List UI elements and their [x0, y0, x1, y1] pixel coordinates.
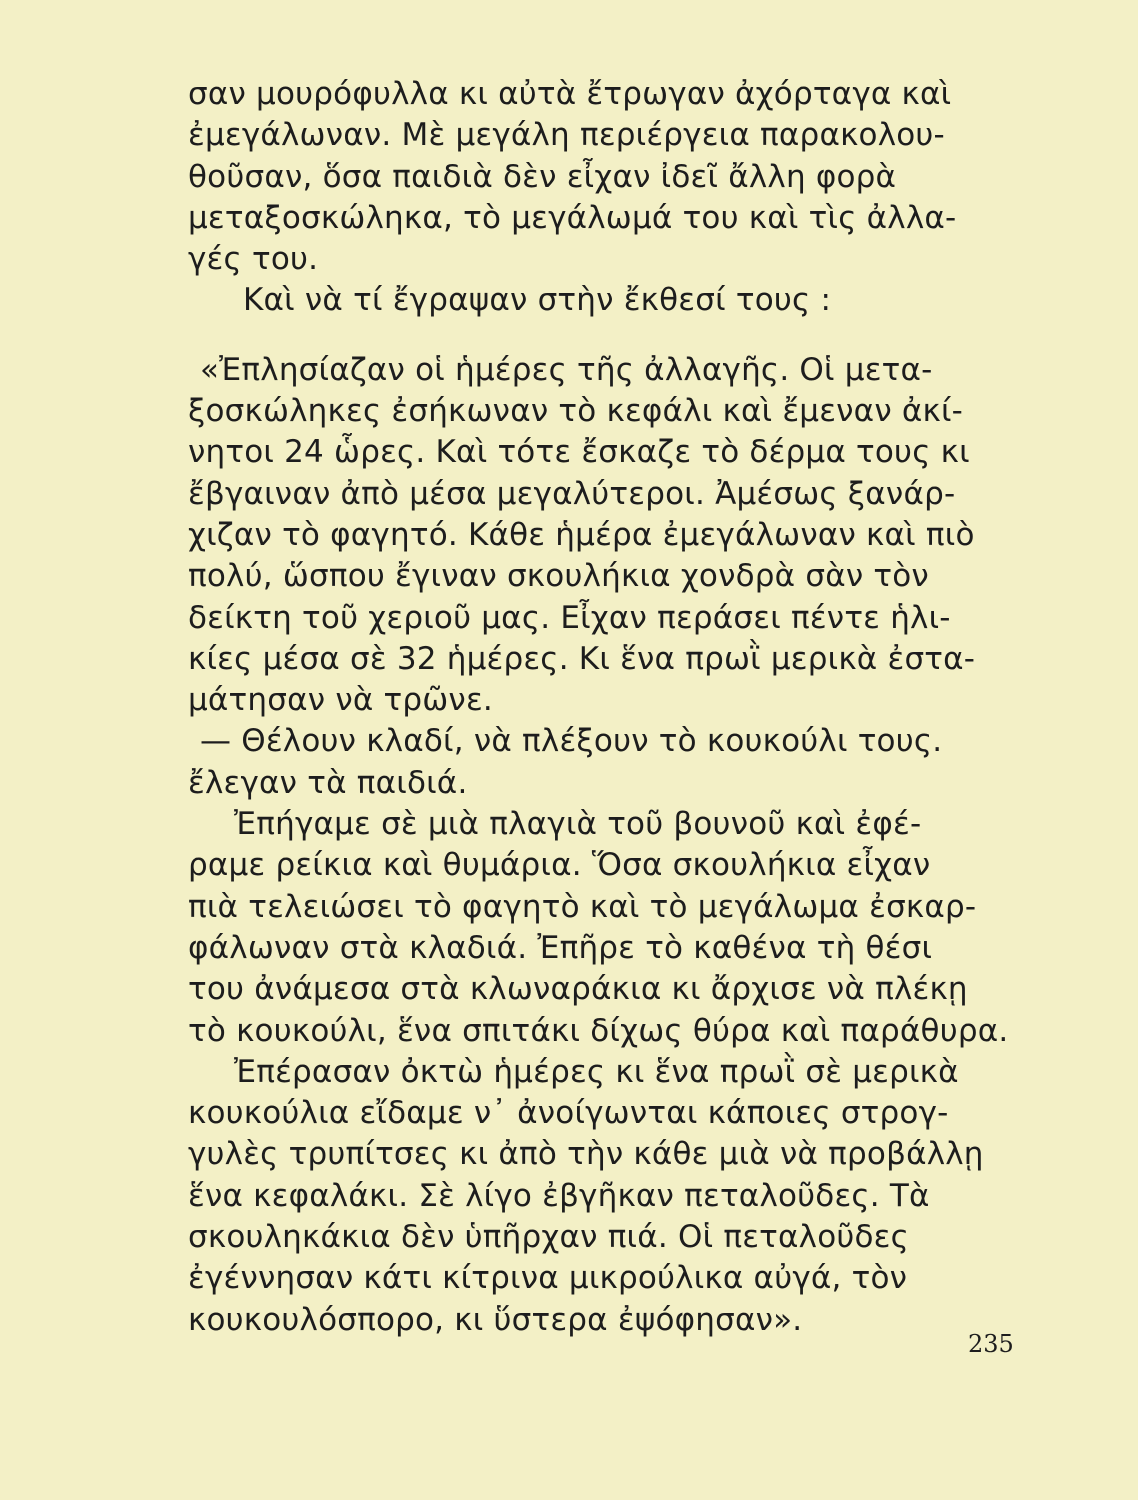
- text-line: δείκτη τοῦ χεριοῦ μας. Εἶχαν περάσει πέντε ἡλι-: [188, 599, 951, 636]
- text-line: κουκουλόσπορο, κι ὕστερα ἐψόφησαν».: [188, 1301, 803, 1338]
- text-line: σκουληκάκια δὲν ὑπῆρχαν πιά. Οἱ πεταλοῦδες: [188, 1219, 910, 1256]
- text-line: «Ἐπλησίαζαν οἱ ἡμέρες τῆς ἀλλαγῆς. Οἱ μετα-: [200, 351, 933, 388]
- text-line: τὸ κουκούλι, ἕνα σπιτάκι δίχως θύρα καὶ παράθυρα.: [188, 1012, 1008, 1049]
- text-line: Καὶ νὰ τί ἔγραψαν στὴν ἔκθεσί τους :: [243, 282, 832, 319]
- text-line: πιὰ τελειώσει τὸ φαγητὸ καὶ τὸ μεγάλωμα ἐσκαρ-: [188, 888, 977, 925]
- text-line: κίες μέσα σὲ 32 ἡμέρες. Κι ἕνα πρωῒ μερικὰ ἐστα-: [188, 640, 976, 677]
- text-line: φάλωναν στὰ κλαδιά. Ἐπῆρε τὸ καθένα τὴ θέσι: [188, 929, 933, 966]
- body-text: [188, 74, 1008, 1341]
- page-number: 235: [968, 1330, 1014, 1358]
- text-line: Ἐπέρασαν ὀκτὼ ἡμέρες κι ἕνα πρωῒ σὲ μερικὰ: [234, 1053, 959, 1090]
- text-line: πολύ, ὥσπου ἔγιναν σκουλήκια χονδρὰ σὰν τὸν: [188, 558, 929, 595]
- text-line: του ἀνάμεσα στὰ κλωναράκια κι ἄρχισε νὰ πλέκῃ: [188, 971, 968, 1008]
- text-line: ἕνα κεφαλάκι. Σὲ λίγο ἐβγῆκαν πεταλοῦδες. Τὰ: [188, 1177, 930, 1214]
- text-line: ἔβγαιναν ἀπὸ μέσα μεγαλύτεροι. Ἀμέσως ξανάρ-: [188, 475, 956, 512]
- text-line: κουκούλια εἴδαμε ν᾽ ἀνοίγωνται κάποιες στρογ-: [188, 1095, 949, 1132]
- text-line: μεταξοσκώληκα, τὸ μεγάλωμά του καὶ τὶς ἀλλα-: [188, 199, 957, 236]
- text-line: θοῦσαν, ὅσα παιδιὰ δὲν εἶχαν ἰδεῖ ἄλλη φορὰ: [188, 158, 897, 195]
- text-line: σαν μουρόφυλλα κι αὐτὰ ἔτρωγαν ἀχόρταγα καὶ: [188, 76, 952, 112]
- text-line: ἐμεγάλωναν. Μὲ μεγάλη περιέργεια παρακολου-: [188, 117, 945, 154]
- text-line: ραμε ρείκια καὶ θυμάρια. Ὅσα σκουλήκια εἶχαν: [188, 847, 931, 884]
- text-line: ἔλεγαν τὰ παιδιά.: [188, 764, 468, 801]
- paragraph-gap: [188, 322, 1008, 350]
- text-line: γυλὲς τρυπίτσες κι ἀπὸ τὴν κάθε μιὰ νὰ προβάλλῃ: [188, 1136, 984, 1173]
- text-line: μάτησαν νὰ τρῶνε.: [188, 682, 493, 719]
- text-line: νητοι 24 ὧρες. Καὶ τότε ἔσκαζε τὸ δέρμα τους κι: [188, 434, 970, 471]
- text-line: ἐγέννησαν κάτι κίτρινα μικρούλικα αὐγά, τὸν: [188, 1260, 908, 1297]
- text-line: — Θέλουν κλαδί, νὰ πλέξουν τὸ κουκούλι τους.: [200, 723, 943, 760]
- text-line: ξοσκώληκες ἐσήκωναν τὸ κεφάλι καὶ ἔμεναν ἀκί-: [188, 393, 964, 430]
- text-line: γές του.: [188, 241, 319, 278]
- text-line: Ἐπήγαμε σὲ μιὰ πλαγιὰ τοῦ βουνοῦ καὶ ἐφέ-: [234, 806, 922, 843]
- text-line: χιζαν τὸ φαγητό. Κάθε ἡμέρα ἐμεγάλωναν καὶ πιὸ: [188, 516, 975, 553]
